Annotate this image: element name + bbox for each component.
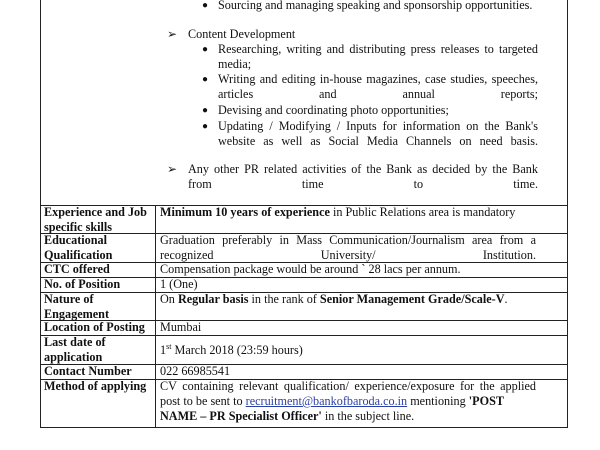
label-location: Location of Posting bbox=[44, 320, 145, 334]
method-pre: post to be sent to bbox=[160, 394, 246, 408]
duty-other: Any other PR related activities of the Bank as decided by the Bank from time to time. bbox=[188, 162, 538, 191]
value-nature bbox=[160, 292, 508, 307]
value-location: Mumbai bbox=[160, 320, 202, 334]
label-last-date: Last date of application bbox=[44, 335, 106, 364]
value-positions: 1 (One) bbox=[160, 277, 198, 291]
nature-mid: in the rank of bbox=[248, 292, 320, 306]
duty-press-releases: Researching, writing and distributing press releases to targeted media; bbox=[218, 42, 538, 71]
last-date-day: 1 bbox=[160, 343, 167, 357]
table-border-bottom bbox=[40, 427, 568, 428]
value-method-line1: CV containing relevant qualification/ experience/exposure for the applied bbox=[160, 379, 536, 393]
label-education: Educational Qualification bbox=[44, 233, 113, 262]
value-experience bbox=[160, 205, 515, 220]
duty-updating: Updating / Modifying / Inputs for information on the Bank's website as well as Social Media Channels on need basis. bbox=[218, 119, 538, 148]
recruitment-email-link[interactable]: recruitment@bankofbaroda.co.in bbox=[245, 394, 408, 408]
value-method-line3 bbox=[160, 409, 414, 424]
label-contact: Contact Number bbox=[44, 364, 132, 378]
arrow-bullet-icon: ➢ bbox=[167, 162, 178, 176]
label-experience: Experience and Job specific skills bbox=[44, 205, 147, 234]
experience-bold: Minimum 10 years of experience bbox=[160, 205, 330, 219]
bullet-icon: ● bbox=[202, 105, 209, 116]
duty-photo: Devising and coordinating photo opportunities; bbox=[218, 103, 449, 117]
duty-sourcing: Sourcing and managing speaking and sponsorship opportunities. bbox=[218, 0, 533, 12]
last-date-suffix: st bbox=[166, 341, 172, 351]
nature-grade: Senior Management Grade/Scale-V bbox=[319, 292, 505, 306]
nature-pre: On bbox=[160, 292, 178, 306]
label-positions: No. of Position bbox=[44, 277, 121, 291]
value-contact: 022 66985541 bbox=[160, 364, 231, 378]
duty-writing-editing: Writing and editing in-house magazines, case studies, speeches, articles and annual reports; bbox=[218, 72, 538, 101]
nature-regular-basis: Regular basis bbox=[177, 292, 249, 306]
last-date-rest: March 2018 (23:59 hours) bbox=[171, 343, 303, 357]
method-name-bold: NAME – PR Specialist Officer' bbox=[160, 409, 322, 423]
method-mid: mentioning bbox=[407, 394, 469, 408]
value-last-date bbox=[160, 343, 303, 358]
value-method-line2 bbox=[160, 394, 504, 409]
arrow-bullet-icon: ➢ bbox=[167, 27, 178, 41]
label-ctc: CTC offered bbox=[44, 262, 110, 276]
value-education: Graduation preferably in Mass Communication/Journalism area from a recognized University/ Institution. bbox=[160, 233, 536, 262]
label-method: Method of applying bbox=[44, 379, 147, 393]
label-nature: Nature of Engagement bbox=[44, 292, 109, 321]
table-column-divider bbox=[155, 205, 156, 428]
method-rest: in the subject line. bbox=[321, 409, 415, 423]
nature-post: . bbox=[504, 292, 508, 306]
bullet-icon: ● bbox=[202, 74, 209, 85]
method-post-bold: 'POST bbox=[468, 394, 504, 408]
bullet-icon: ● bbox=[202, 121, 209, 132]
content-development-heading: Content Development bbox=[188, 27, 296, 41]
bullet-icon: ● bbox=[202, 44, 209, 55]
experience-rest: in Public Relations area is mandatory bbox=[329, 205, 516, 219]
value-ctc: Compensation package would be around ` 28 lacs per annum. bbox=[160, 262, 461, 276]
bullet-icon: ● bbox=[202, 0, 209, 11]
